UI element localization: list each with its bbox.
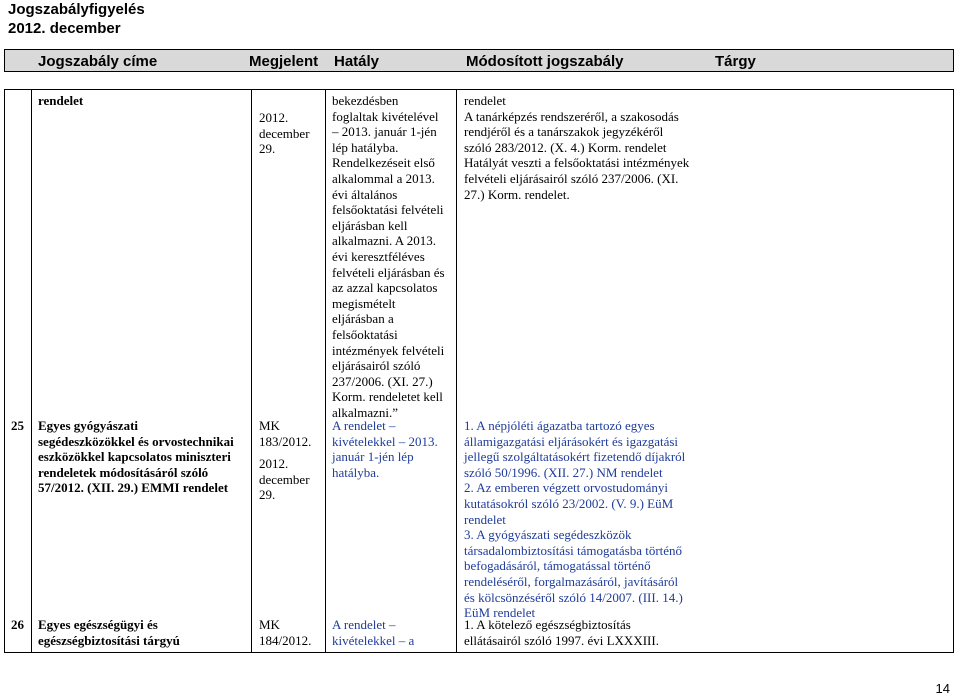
- column-divider: [31, 90, 32, 652]
- col-subject: Tárgy: [715, 53, 756, 70]
- column-header-bar: [4, 49, 954, 72]
- header-title: Jogszabályfigyelés: [8, 1, 145, 18]
- col-modified: Módosított jogszabály: [466, 53, 624, 70]
- prev-effect: bekezdésben foglaltak kivételével – 2013. január 1-jén lép hatályba. Rendelkezéseit első alkalommal a 2013. évi általános felsőoktatási felvételi eljárásban kell alkalmazni. A 2013. évi keresztféléves felvételi eljárásban és az azzal kapcsolatos megismételt eljárásban a felsőoktatási intézmények felvételi eljárásairól szóló 237/2006. (XI. 27.) Korm. rendeletet kell alkalmazni.”: [332, 93, 445, 420]
- row-published: MK 184/2012.: [259, 617, 312, 648]
- row-number: 25: [11, 418, 24, 433]
- row-modified: 1. A népjóléti ágazatba tartozó egyes államigazgatási eljárásokért és igazgatási jellegű szolgáltatásokért fizetendő díjakról szóló 50/1996. (XII. 27.) NM rendelet 2. Az emberen végzett orvostudományi kutatásokról szóló 23/2002. (V. 9.) EüM rendelet 3. A gyógyászati segédeszközök társadalombiztosítási támogatásba történő befogadásáról, támogatással történő rendeléséről, forgalmazásáról, javításáról és kölcsönzéséről szóló 14/2007. (III. 14.) EüM rendelet: [464, 418, 686, 621]
- row-published: MK 183/2012. 2012. december 29.: [259, 418, 312, 503]
- column-divider: [456, 90, 457, 652]
- column-divider: [251, 90, 252, 652]
- prev-title: rendelet: [38, 93, 84, 108]
- row-title[interactable]: Egyes egészségügyi és egészségbiztosítási tárgyú: [38, 617, 180, 648]
- row-number: 26: [11, 617, 24, 632]
- col-effect: Hatály: [334, 53, 380, 70]
- row-effect: A rendelet – kivételekkel – a: [332, 617, 415, 648]
- prev-published: 2012. december 29.: [259, 110, 310, 157]
- regulation-table: [4, 89, 954, 653]
- header-period: 2012. december: [8, 20, 121, 37]
- row-title[interactable]: Egyes gyógyászati segédeszközökkel és orvostechnikai eszközökkel kapcsolatos miniszteri rendeletek módosításáról szóló 57/2012. (XII. 29.) EMMI rendelet: [38, 418, 234, 496]
- page-number: 14: [935, 681, 950, 696]
- row-modified: 1. A kötelező egészségbiztosítás ellátásairól szóló 1997. évi LXXXIII.: [464, 617, 659, 648]
- document-header: [8, 0, 145, 38]
- col-published: Megjelent: [249, 53, 319, 70]
- row-effect: A rendelet – kivételekkel – 2013. január 1-jén lép hatályba.: [332, 418, 438, 480]
- prev-modified: rendelet A tanárképzés rendszeréről, a szakosodás rendjéről és a tanárszakok jegyzékéről szóló 283/2012. (X. 4.) Korm. rendelet Hatályát veszti a felsőoktatási intézmények felvételi eljárásairól szóló 237/2006. (XI. 27.) Korm. rendelet.: [464, 93, 690, 202]
- column-divider: [325, 90, 326, 652]
- col-title: Jogszabály címe: [38, 53, 158, 70]
